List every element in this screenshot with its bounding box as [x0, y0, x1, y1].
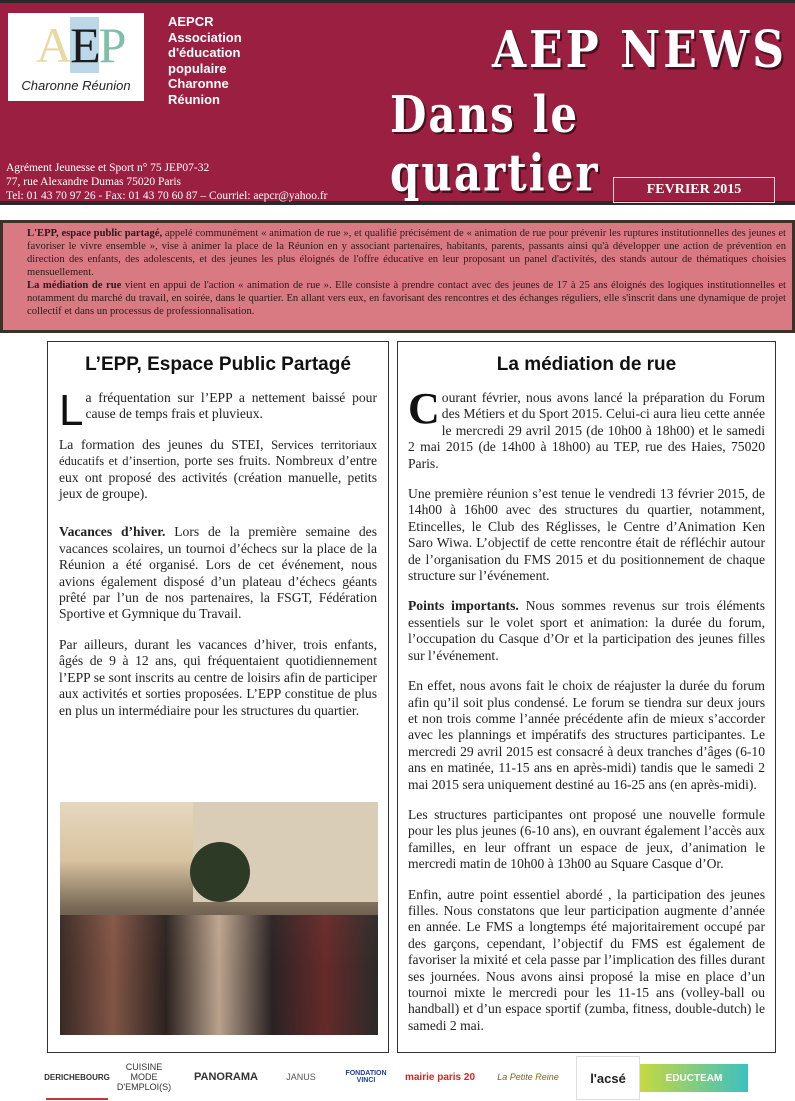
- paragraph: Courant février, nous avons lancé la préparation du Forum des Métiers et du Sport 2015. Celui-ci aura lieu cette année le mercredi 29 avril 2015 (de 10h00 à 18h00) et le samedi 2 mai 2015 (de 14h00 à 18h00) au TEP, rue des Haies, 75020 Paris.: [408, 384, 765, 471]
- drop-cap: L: [59, 386, 84, 435]
- paragraph: La fréquentation sur l’EPP a nettement baissé pour cause de temps frais et pluvieux.: [59, 386, 377, 435]
- mediation-article: [397, 341, 776, 1053]
- partner-logo-acse: l'acsé: [576, 1056, 640, 1100]
- intro-mediation: La médiation de rue vient en appui de l'action « animation de rue ». Elle consiste à prendre contact avec des jeunes de 17 à 25 ans éloignés des logiques institutionnelles et notamment du marché du travail, en soirée, dans le quartier. En allant vers eux, en favorisant des rencontres et des échanges réguliers, elle s'inscrit dans une dynamique de projet collectif et dans un processus de professionnalisation.: [27, 280, 786, 317]
- event-photo: [60, 802, 378, 1035]
- drop-cap: C: [408, 384, 440, 433]
- paragraph: Une première réunion s’est tenue le vendredi 13 février 2015, de 14h00 à 16h00 avec des structures du quartier, notamment, Etincelles, le Club des Réglisses, le Centre d’Animation Ken Saro Wiwa. L’objectif de cette rencontre était de réfléchir autour de l’organisation du FMS 2015 et du positionnement de chaque structure sur l’événement.: [408, 486, 765, 584]
- photo-tree: [190, 842, 250, 902]
- article-title: La médiation de rue: [496, 354, 677, 375]
- partner-logo-petite-reine: La Petite Reine: [497, 1072, 559, 1082]
- logo-letters: AEP: [36, 17, 125, 73]
- aep-logo: [8, 13, 144, 101]
- issue-date: FEVRIER 2015: [613, 177, 775, 203]
- intro-box: [0, 220, 795, 333]
- intro-epp: L'EPP, espace public partagé, appelé communément « animation de rue », et qualifié précisément de « animation de rue pour prévenir les ruptures institutionnelles des jeunes et favoriser le vivre ensemble », vise à animer la place de la Réunion en y associant partenaires, habitants, parents, passants ainsi qu'à développer une action de prévention en direction des enfants, des adolescents, et des jeunes les plus éloignés de l'offre éducative en leur proposant un panel d'activités, des stands autour de thématiques choisies mensuellement.: [27, 228, 787, 278]
- paragraph: Points importants. Nous sommes revenus sur trois éléments essentiels sur le volet sport et animation: la durée du forum, l’occupation du Casque d’Or et la participation des jeunes filles sur l’événement.: [408, 598, 765, 663]
- partner-logo-cuisine: CUISINE MODE D'EMPLOI(S): [116, 1062, 172, 1092]
- newsletter-header: [0, 0, 795, 205]
- logo-name: Charonne Réunion: [21, 78, 131, 93]
- article-title: L’EPP, Espace Public Partagé: [85, 354, 351, 375]
- paragraph: Enfin, autre point essentiel abordé , la participation des jeunes filles. Nous constatons que leur participation augmente d’année en année. Le FMS a longtemps été majoritairement occupé par des garçons, cependant, l’objectif du FMS est également de favoriser la mixité et cela passe par l’implication des filles durant ses journées. Nous avons ainsi proposé la mise en place d’un tournoi mixte le mercredi pour les 11-15 ans (volley-ball ou handball) et d’un espace sportif (zumba, fitness, double-dutch) le samedi 2 mai.: [408, 886, 765, 1033]
- newsletter-title: AEP NEWS: [491, 21, 787, 80]
- partner-logo-educteam: EDUCTEAM: [640, 1064, 748, 1092]
- paragraph: En effet, nous avons fait le choix de réajuster la durée du forum afin qu’il soit plus condensé. Le forum se tiendra sur deux jours et non trois comme l’année précédente afin de mieux s’accorder avec les plannings et impératifs des structures participantes. Le mercredi 29 avril 2015 est consacré à deux tranches d’âges (6-10 ans en matinée, 11-15 ans en après-midi) tandis que le samedi 2 mai 2015 sera uniquement destiné au 16-25 ans (en après-midi).: [408, 678, 765, 792]
- contact-info: Agrément Jeunesse et Sport n° 75 JEP07-32 77, rue Alexandre Dumas 75020 Paris Tel: 01 43 70 97 26 - Fax: 01 43 70 60 87 – Courriel: aepcr@yahoo.fr: [6, 162, 328, 202]
- partner-logo-mairie-20: mairie paris 20: [404, 1071, 476, 1083]
- newsletter-subtitle: Dans le quartier: [390, 85, 600, 203]
- partner-logo-janus: JANUS: [286, 1072, 316, 1082]
- partner-logos: [0, 1056, 795, 1101]
- partner-logo-vinci: FONDATION VINCI: [345, 1070, 387, 1084]
- paragraph: Les structures participantes ont proposé une nouvelle formule pour les plus jeunes (6-10 ans), en ouvrant également l’accès aux familles, en leur offrant un espace de jeux, d’animation le mercredi matin de 10h00 à 13h00 au Square Casque d’Or.: [408, 806, 765, 872]
- photo-crowd: [60, 915, 378, 1035]
- org-name: AEPCR Association d'éducation populaire Charonne Réunion: [168, 14, 242, 107]
- partner-logo-panorama: PANORAMA: [194, 1071, 258, 1083]
- paragraph: Par ailleurs, durant les vacances d’hiver, trois enfants, âgés de 9 à 12 ans, qui fréquentaient quotidiennement l’EPP se sont inscrits au centre de loisirs afin de participer aux activités et sorties proposées. L’EPP constitue de plus en plus un intermédiaire pour les structures du quartier.: [59, 636, 377, 718]
- partner-logo-derichebourg: DERICHEBOURG: [46, 1056, 108, 1100]
- paragraph: La formation des jeunes du STEI, Services territoriaux éducatifs et d’insertion, porte ses fruits. Nombreux d’entre eux ont proposé des activités (création manuelle, petits jeux de groupe).: [59, 436, 377, 502]
- paragraph: Vacances d’hiver. Lors de la première semaine des vacances scolaires, un tournoi d’échecs sur la place de la Réunion a été organisé. Lors de cet événement, nous avions également disposé d’un plateau d’échecs géants prêté par l’un de nos partenaires, la FSGT, Fédération Sportive et Gymnique du Travail.: [59, 524, 377, 622]
